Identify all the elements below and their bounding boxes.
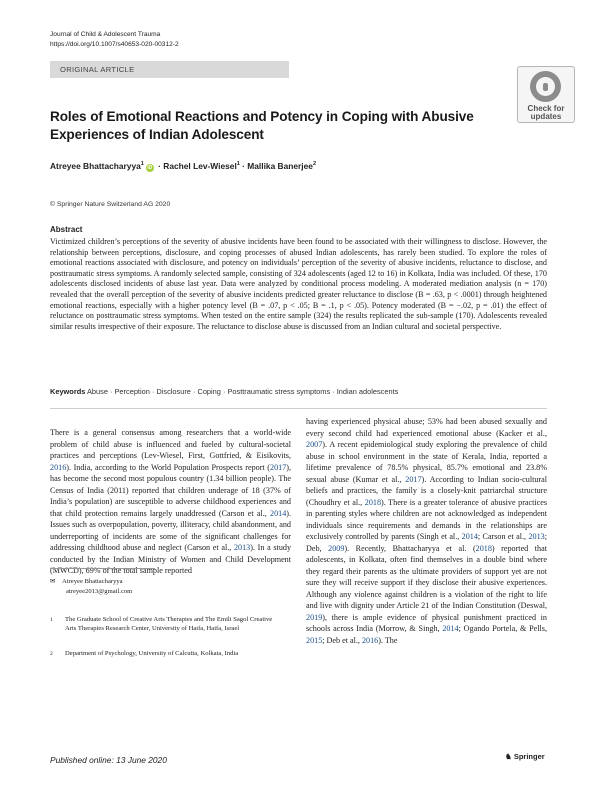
author-list — [50, 161, 316, 172]
copyright-notice: © Springer Nature Switzerland AG 2020 — [50, 201, 171, 208]
body-text: ; Carson et al., — [477, 532, 529, 541]
citation-link[interactable]: 2016 — [361, 635, 379, 645]
citation-link[interactable]: 2016 — [50, 462, 67, 472]
author-3-affil: 2 — [312, 161, 316, 168]
affiliation-2 — [50, 650, 282, 659]
body-text: ). Issues such as overpopulation, poverty, illiteracy, child abandonment, and underreporting of incidents are some of the significant challenges for addressing childhood abuse and neglect (Carson et al., — [50, 508, 291, 552]
body-text: ; Ogando Portela, & Pells, — [458, 624, 548, 633]
section-divider — [50, 408, 547, 409]
body-text: ). Recently, Bhattacharyya et al. ( — [344, 543, 476, 553]
affiliation-2-number: 2 — [50, 651, 53, 657]
author-separator: · — [242, 161, 245, 171]
corresponding-author-name: Atreyee Bhattacharyya — [62, 578, 123, 585]
body-text: ). In a study conducted by the Indian Ministry of Women and Child Development (MWCD), 69% of the total sample reported — [50, 543, 292, 575]
citation-link[interactable]: 2018 — [364, 497, 381, 507]
check-label-2: updates — [530, 112, 562, 121]
body-text: ). According to Indian socio-cultural beliefs and practices, the family is a closely-knit patriarchal structure (Choudhry et al., — [306, 474, 547, 507]
body-column-right — [306, 416, 547, 646]
springer-horse-icon: ♞ — [505, 752, 512, 761]
author-3[interactable]: Mallika Banerjee — [247, 161, 313, 171]
publisher-name: Springer — [513, 752, 545, 761]
citation-link[interactable]: 2014 — [442, 624, 459, 633]
citation-link[interactable]: 2013 — [233, 543, 251, 552]
body-text: ), has become the second most populous country (1.34 billion people). The Census of India (2011) reported that children underage of 18 (37% of India’s population) are susceptible to adverse childhood experiences and that child protection remains largely unaddressed (Carson et al., — [50, 462, 291, 518]
body-text: ; Deb, — [306, 532, 547, 553]
abstract-body: Victimized children’s perceptions of the severity of abusive incidents have been found to be associated with their willingness to disclose. However, the relationship between perceptions, disclosure, and coping processes of abused Indian adolescents, has rarely been studied. To explore the roles of emotional reactions associated with disclosure, and potency on individuals’ perception of the severity of abusive incidents, reluctance to disclose, and posttraumatic stress symptoms. A randomly selected sample, consisting of 324 adolescents (aged 12 to 16) in Kolkata, India was included. Of these, 170 adolescents disclosed incidents of abuse last year. Data were analyzed by conditional process modeling. A moderated mediation analysis (n = 170) revealed that the overall perception of the severity of abusive incidents predicted greater reluctance to disclose (B = .63, p < .0001) through heightened emotional reactions, especially with a higher potency level (B = .07, p < .05; B = .1, p < .05). Potency moderated (B = −.02, p = .01) the effect of reluctance on posttraumatic stress symptoms. When tested on the entire sample (324) the results replicated the sub-sample (170). Adolescents revealed similar results irrespective of their exposure. The reluctance to disclose abuse is discussed from an Indian cultural and societal perspective. — [50, 237, 547, 331]
citation-link[interactable]: 2018 — [475, 543, 492, 553]
published-date: Published online: 13 June 2020 — [50, 755, 167, 765]
keywords-label: Keywords — [50, 387, 86, 396]
check-for-updates-button[interactable] — [517, 66, 575, 123]
envelope-icon: ✉ — [50, 578, 56, 585]
publisher-logo — [505, 752, 545, 761]
keywords — [50, 387, 398, 396]
corresponding-author — [50, 578, 123, 587]
author-2-affil: 1 — [236, 161, 240, 168]
affiliation-2-text: Department of Psychology, University of Calcutta, Kolkata, India — [65, 650, 239, 657]
body-text: ; Deb et al., — [322, 635, 362, 645]
citation-link[interactable]: 2007 — [306, 440, 323, 449]
journal-name: Journal of Child & Adolescent Trauma — [50, 31, 161, 38]
citation-link[interactable]: 2015 — [306, 635, 323, 645]
citation-link[interactable]: 2019 — [306, 612, 323, 622]
check-label-1: Check for — [527, 104, 565, 113]
check-for-updates-icon — [530, 71, 561, 102]
author-separator: · — [158, 161, 161, 171]
body-text: There is a general consensus among researchers that a world-wide problem of child abuse is influenced and fueled by cultural-societal practices and perceptions (Lev-Wiesel, First, Gottfried, & Eisikovits, — [50, 428, 291, 460]
affiliation-1-number: 1 — [50, 617, 53, 623]
body-text: ). The — [378, 635, 398, 645]
citation-link[interactable]: 2017 — [270, 462, 287, 472]
affiliation-1 — [50, 616, 282, 634]
citation-link[interactable]: 2014 — [461, 532, 478, 541]
citation-link[interactable]: 2013 — [528, 532, 545, 541]
footnote-divider — [50, 568, 155, 569]
body-text: ). A recent epidemiological study exploring the prevalence of child abuse in school environment in the state of Kerala, India, reported a lifetime prevalence of 78.5% physical, 85.7% emotional and 23.8% sexual abuse (Kumar et al., — [306, 440, 547, 484]
body-text: ) reported that adolescents, in Kolkata, often find themselves in a double bind where they regard their parents as the ultimate providers of support yet are not sure they will receive support if they disclose their abusive experiences. Although any violence against children is a violation of the right to life and live with dignity under Article 21 of the Indian Constitution (Deswal, — [306, 543, 547, 610]
orcid-icon[interactable]: iD — [147, 165, 153, 171]
abstract-heading: Abstract — [50, 225, 83, 234]
body-column-left — [50, 427, 291, 577]
affiliation-1-text: The Graduate School of Creative Arts Therapies and The Emili Sagol Creative Arts Therapies Research Center, University of Haifa, Haifa, Israel — [65, 616, 273, 632]
citation-link[interactable]: 2017 — [405, 474, 422, 484]
body-text: having experienced physical abuse; 53% had been abused sexually and every second child had experienced emotional abuse (Kacker et al., — [306, 417, 547, 438]
body-text: ). There is a greater tolerance of abusive practices in parenting styles where children are not acknowledged as independent individuals since requirements and demands in the relationships are exclusively controlled by parents (Singh et al., — [306, 497, 547, 541]
doi-link[interactable]: https://doi.org/10.1007/s40653-020-00312-2 — [50, 41, 179, 48]
author-1[interactable]: Atreyee Bhattacharyya — [50, 161, 141, 171]
body-text: ). India, according to the World Population Prospects report ( — [66, 462, 270, 472]
body-text: ), there is ample evidence of physical punishment practiced in schools across India (Morrow, & Singh, — [306, 612, 547, 633]
article-type-banner — [50, 61, 289, 78]
author-1-affil: 1 — [140, 161, 144, 168]
keywords-list: Abuse · Perception · Disclosure · Coping · Posttraumatic stress symptoms · Indian adolescents — [86, 387, 399, 396]
author-2[interactable]: Rachel Lev-Wiesel — [163, 161, 237, 171]
article-type-label: ORIGINAL ARTICLE — [60, 65, 135, 74]
article-title: Roles of Emotional Reactions and Potency in Coping with Abusive Experiences of Indian Adolescent — [50, 109, 474, 142]
corresponding-email[interactable]: atreyee2013@gmail.com — [66, 588, 133, 595]
citation-link[interactable]: 2014 — [270, 508, 287, 518]
citation-link[interactable]: 2009 — [328, 543, 345, 553]
